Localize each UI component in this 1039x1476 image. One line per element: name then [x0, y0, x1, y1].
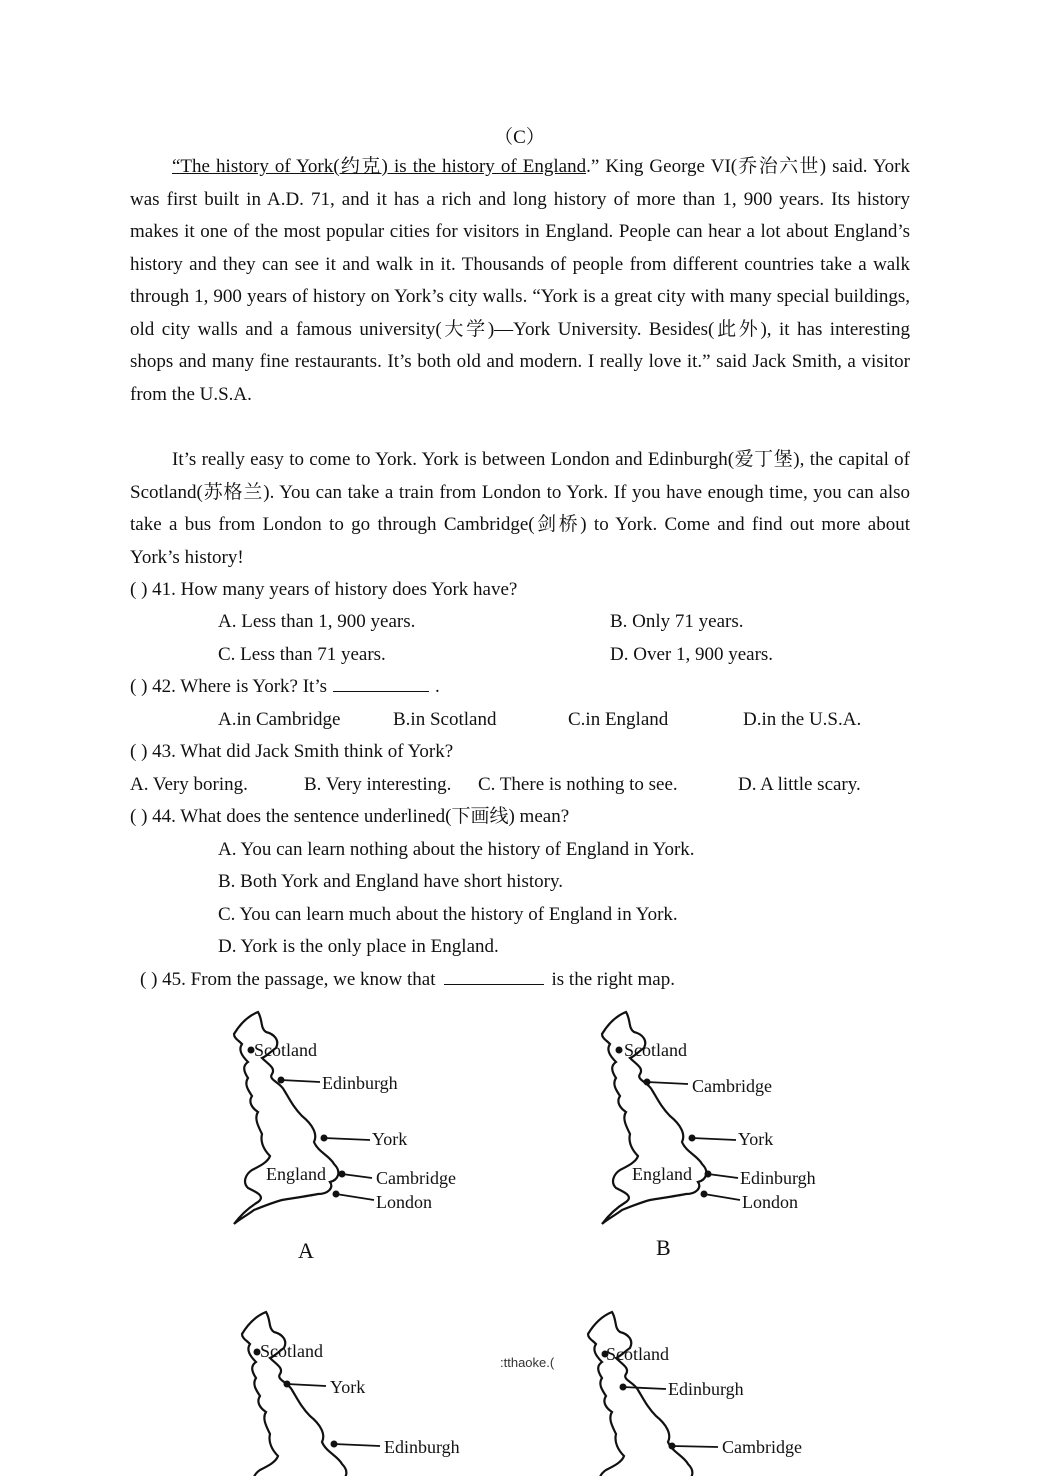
- q43-option-a[interactable]: A. Very boring.: [130, 774, 248, 795]
- map-b-label-3: York: [738, 1129, 774, 1149]
- map-b-label-4: England: [632, 1164, 692, 1184]
- map-a[interactable]: [234, 1012, 456, 1263]
- map-c-label-1: Scotland: [260, 1341, 323, 1361]
- question-41-stem: ( ) 41. How many years of history does York have?: [130, 579, 518, 600]
- map-a-label-6: London: [376, 1192, 432, 1212]
- map-a-label-4: England: [266, 1164, 326, 1184]
- passage-paragraph-2: It’s really easy to come to York. York is between London and Edinburgh(爱丁堡), the capital of Scotland(苏格兰). You can take a train from London to York. If you have enough time, you can also take a bus from London to go through Cambridge(剑桥) to York. Come and find out more about York’s history!: [130, 449, 910, 568]
- watermark: :tthaoke.(: [500, 1355, 555, 1370]
- question-45-stem: ( ) 45. From the passage, we know that is the right map.: [140, 969, 675, 990]
- q43-option-c[interactable]: C. There is nothing to see.: [478, 774, 678, 795]
- q42-option-c[interactable]: C.in England: [568, 709, 669, 730]
- map-a-label-5: Cambridge: [376, 1168, 456, 1188]
- map-b-letter: B: [656, 1235, 671, 1260]
- q42-option-b[interactable]: B.in Scotland: [393, 709, 497, 730]
- map-a-label-1: Scotland: [254, 1040, 317, 1060]
- map-d[interactable]: [588, 1312, 802, 1476]
- map-c[interactable]: [242, 1312, 460, 1476]
- map-b-label-5: Edinburgh: [740, 1168, 816, 1188]
- map-a-label-3: York: [372, 1129, 408, 1149]
- q41-option-d[interactable]: D. Over 1, 900 years.: [610, 644, 774, 665]
- map-a-letter: A: [298, 1238, 314, 1263]
- q41-option-a[interactable]: A. Less than 1, 900 years.: [218, 611, 416, 632]
- map-a-label-2: Edinburgh: [322, 1073, 398, 1093]
- q41-option-c[interactable]: C. Less than 71 years.: [218, 644, 386, 665]
- q43-option-d[interactable]: D. A little scary.: [738, 774, 861, 795]
- question-42-stem: ( ) 42. Where is York? It’s .: [130, 676, 440, 697]
- map-c-label-2: York: [330, 1377, 366, 1397]
- underlined-sentence: “The history of York(约克) is the history of England: [172, 156, 587, 177]
- q44-option-c[interactable]: C. You can learn much about the history of England in York.: [218, 904, 678, 925]
- map-d-label-2: Edinburgh: [668, 1379, 744, 1399]
- section-title: （C）: [494, 127, 545, 148]
- map-b-label-6: London: [742, 1192, 798, 1212]
- q44-option-d[interactable]: D. York is the only place in England.: [218, 936, 499, 957]
- map-d-label-1: Scotland: [606, 1344, 669, 1364]
- q41-option-b[interactable]: B. Only 71 years.: [610, 611, 744, 632]
- question-44-stem: ( ) 44. What does the sentence underlined(下画线) mean?: [130, 806, 570, 827]
- question-43-stem: ( ) 43. What did Jack Smith think of York?: [130, 741, 454, 762]
- map-b[interactable]: [602, 1012, 816, 1260]
- map-b-label-1: Scotland: [624, 1040, 687, 1060]
- q42-option-d[interactable]: D.in the U.S.A.: [743, 709, 862, 730]
- q44-option-b[interactable]: B. Both York and England have short history.: [218, 871, 563, 892]
- q44-option-a[interactable]: A. You can learn nothing about the history of England in York.: [218, 839, 695, 860]
- q43-option-b[interactable]: B. Very interesting.: [304, 774, 452, 795]
- paragraph-1-text: .” King George VI(乔治六世) said. York was first built in A.D. 71, and it has a rich and long history of more than 1, 900 years. Its history makes it one of the most popular cities for visitors in England. People can hear a lot about England’s history and they can see it and walk in it. Thousands of people from different countries take a walk through 1, 900 years of history on York’s city walls. “York is a great city with many special buildings, old city walls and a famous university(大学)—York University. Besides(此外), it has interesting shops and many fine restaurants. It’s both old and modern. I really love it.” said Jack Smith, a visitor from the U.S.A.: [130, 156, 910, 405]
- q42-option-a[interactable]: A.in Cambridge: [218, 709, 341, 730]
- map-d-label-3: Cambridge: [722, 1437, 802, 1457]
- map-b-label-2: Cambridge: [692, 1076, 772, 1096]
- map-c-label-3: Edinburgh: [384, 1437, 460, 1457]
